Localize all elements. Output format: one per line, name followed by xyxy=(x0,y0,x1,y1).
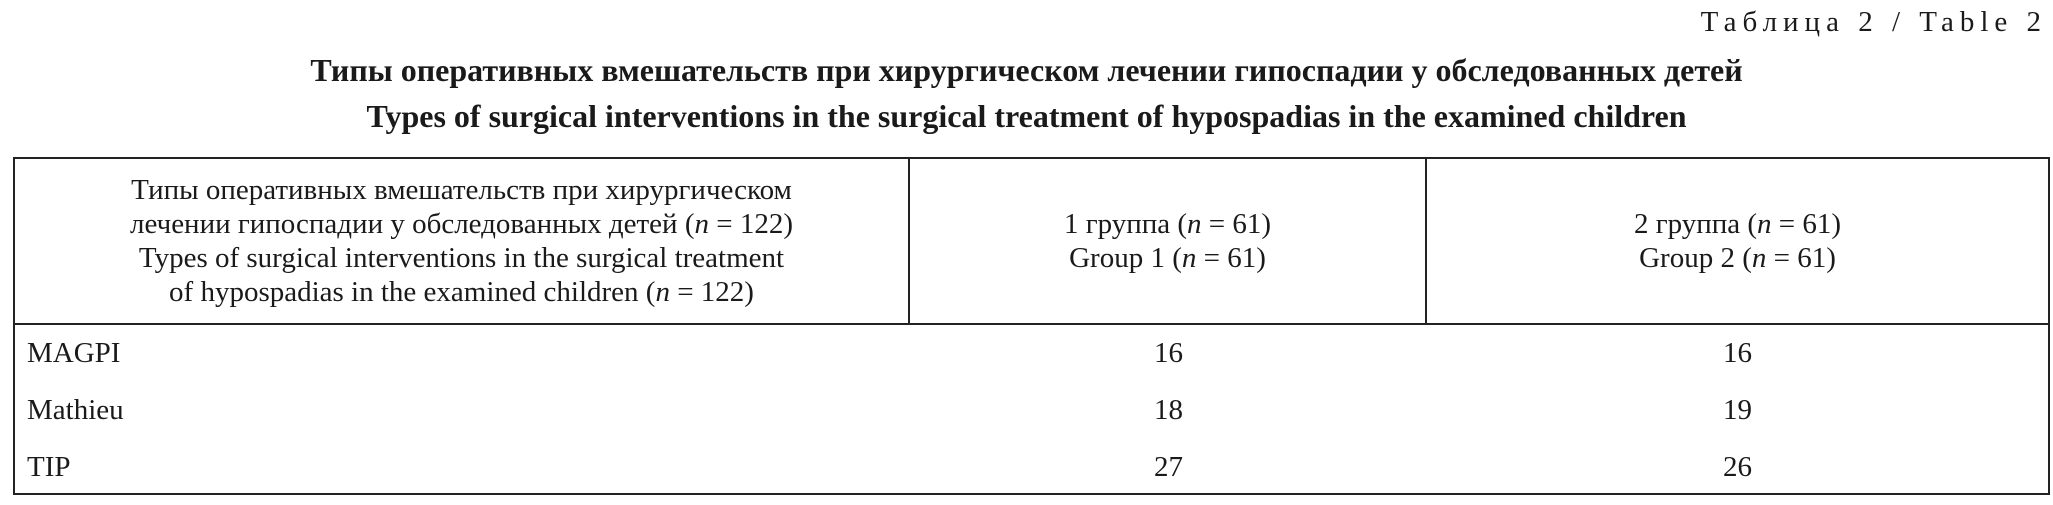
cell-group-1-count: 16 xyxy=(1154,337,1183,369)
header-text: 2 группа (n = 61) xyxy=(1633,208,1842,240)
header-text: of hypospadias in the examined children (n = 122) xyxy=(169,276,754,308)
table-title-english: Types of surgical interventions in the surgical treatment of hypospadias in the examined children xyxy=(366,98,1687,134)
cell-intervention-type: MAGPI xyxy=(27,337,121,369)
header-text: Group 1 (n = 61) xyxy=(1069,242,1266,274)
surgical-interventions-table xyxy=(13,157,2050,495)
cell-intervention-type: Mathieu xyxy=(27,394,124,426)
header-cell-group-2 xyxy=(1427,159,2048,323)
cell-group-2-count: 26 xyxy=(1723,451,1752,483)
header-cell-group-1 xyxy=(910,159,1427,323)
table-title-russian: Типы оперативных вмешательств при хирургическом лечении гипоспадии у обследованных детей xyxy=(310,52,1743,88)
table-row xyxy=(15,325,2048,382)
cell-group-2-count: 19 xyxy=(1723,394,1752,426)
header-text: Типы оперативных вмешательств при хирургическом xyxy=(131,174,792,206)
cell-group-2-count: 16 xyxy=(1723,337,1752,369)
header-text: Types of surgical interventions in the surgical treatment xyxy=(138,242,785,274)
table-number-label: Таблица 2 / Table 2 xyxy=(1700,6,2047,38)
header-text: 1 группа (n = 61) xyxy=(1063,208,1272,240)
header-cell-intervention-type xyxy=(15,159,910,323)
table-row xyxy=(15,439,2048,496)
cell-group-1-count: 27 xyxy=(1154,451,1183,483)
header-text: лечении гипоспадии у обследованных детей (n = 122) xyxy=(129,208,793,240)
table-header-row xyxy=(15,159,2048,325)
table-body xyxy=(15,325,2048,496)
header-text: Group 2 (n = 61) xyxy=(1639,242,1836,274)
cell-intervention-type: TIP xyxy=(27,451,71,483)
cell-group-1-count: 18 xyxy=(1154,394,1183,426)
table-row xyxy=(15,382,2048,439)
